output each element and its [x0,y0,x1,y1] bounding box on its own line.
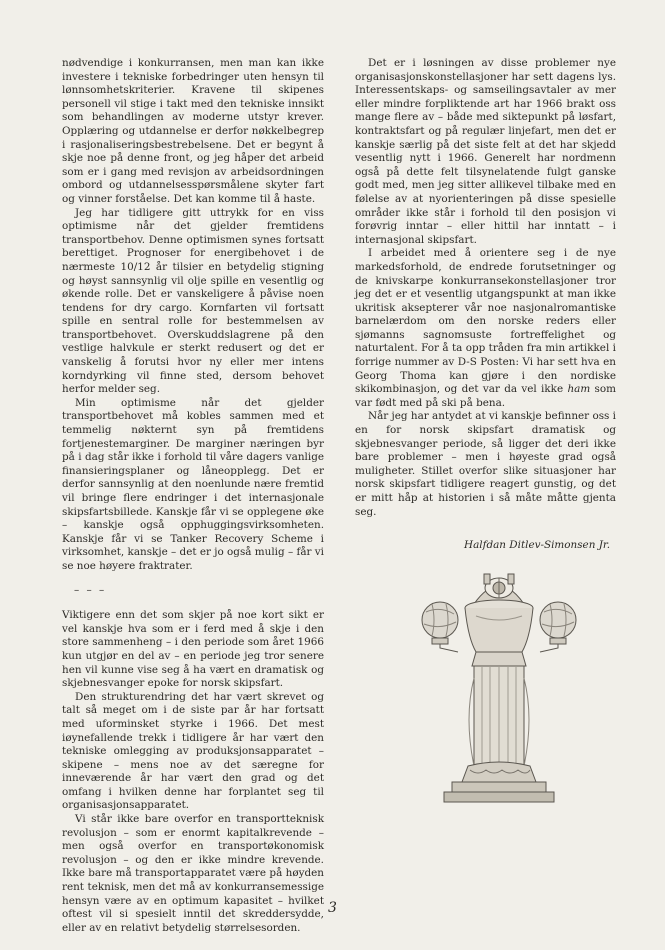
left-column [62,57,324,935]
paragraph-text: som var født med på ski på bena. [355,383,616,409]
emphasis-text: ham [567,383,591,396]
paragraph: Viktigere enn det som skjer på noe kort sikt er vel kanskje hva som er i ferd med å skje i den store sammenheng – i den periode som året 1966 kun utgjør en del av – en periode jeg tror senere hen vil kunne vise seg å ha vært en dramatisk og skjebnesvanger epoke for norsk skipsfart. [62,609,324,690]
author-signature: Halfdan Ditlev-Simonsen Jr. [464,539,610,552]
paragraph: Når jeg har antydet at vi kanskje befinner oss i en for norsk skipsfart dramatisk og skjebnesvanger periode, så ligger det deri ikke bare problemer – men i høyeste grad også muligheter. Stillet overfor slike situasjoner har norsk skipsfart tidligere reagert gunstig, og det er mitt håp at historien i så måte måtte gjenta seg. [355,410,616,518]
paragraph [355,247,616,410]
paragraph: Vi står ikke bare overfor en transportteknisk revolusjon – som er enormt kapitalkrevende – men også overfor en transportøkonomisk revolusjon – og den er ikke mindre krevende. Ikke bare må transportapparatet være på høyden rent teknisk, men det må av konkurransemessige hensyn være av en optimum kapasitet – hvilket oftest vil si spesielt inntil det skreddersydde, eller av en relativt betydelig størrelsesorden. [62,813,324,934]
paragraph: Det er i løsningen av disse problemer nye organisasjonskonstellasjoner har sett dagens lys. Interessentskaps- og samseilingsavtaler av mer eller mindre forpliktende art har 1966 brakt oss mange flere av – både med siktepunkt på løsfart, kontraktsfart og på regulær linjefart, men det er kanskje særlig på det siste felt at det har skjedd vesentlig nytt i 1966. Generelt har nordmenn også på dette felt tilsynelatende fulgt ganske godt med, men jeg sitter allikevel tilbake med en følelse av at nyorienteringen på disse spesielle områder ikke står i forhold til den posisjon vi forøvrig inntar – eller hittil har inntatt – i internasjonal skipsfart. [355,57,616,246]
ship-binnacle-drawing-icon [418,568,580,806]
paragraph: Min optimisme når det gjelder transportbehovet må kobles sammen med et temmelig nøkternt syn på fremtidens fortjenestemarginer. De marginer næringen byr på i dag står ikke i forhold til våre dagers vanlige finansieringsplaner og låneopplegg. Det er derfor sannsynlig at den noenlunde nære fremtid vil bringe flere endringer i det internasjonale skipsfartsbillede. Kanskje får vi se opplegene øke – kanskje også opphuggingsvirksomheten. Kanskje får vi se Tanker Recovery Scheme i virksomhet, kanskje – det er jo også mulig – får vi se noe høyere fraktrater. [62,396,324,572]
paragraph: Den strukturendring det har vært skrevet og talt så meget om i de siste par år har fortsatt med uforminsket styrke i 1966. Det mest iøynefallende trekk i tidligere år har vært den tekniske omlegging av produksjonsapparatet – skipene – mens noe av det særegne for inneværende år har vært den grad og det omfang i hvilken denne har forplantet seg til organisasjonsapparatet. [62,690,324,812]
paragraph-text: I arbeidet med å orientere seg i de nye markedsforhold, de endrede forutsetninger og de knivskarpe konkurransekonstellasjoner tror jeg det er et vesentlig utgangspunkt at man ikke ukritisk aksepterer vår noe nasjonalromantiske barnelærdom om den norske reders eller sjømanns sagnomsuste fortreffelighet og naturtalent. For å ta opp tråden fra min artikkel i forrige nummer av D-S Posten: Vi har sett hva en Georg Thoma kan gjøre i den nordiske skikombinasjon, og det var da vel ikke [355,247,616,396]
section-separator: – – – [74,583,107,596]
paragraph: Jeg har tidligere gitt uttrykk for en viss optimisme når det gjelder fremtidens transportbehov. Denne optimismen synes fortsatt berettiget. Prognoser for energibehovet i de nærmeste 10/12 år tilsier en betydelig stigning og høyst sannsynlig vil olje spille en vesentlig og økende rolle. Det er vanskeligere å påvise noen tendens for dry cargo. Kornfarten vil fortsatt spille en sentral rolle for bestemmelsen av transportbehovet. Overskuddslagrene på den vestlige halvkule er sterkt redusert og det er vanskelig å forutsi hvor ny eller mer intens korndyrking vil finne sted, dersom behovet herfor melder seg. [62,206,324,396]
right-column [355,57,616,553]
paragraph: nødvendige i konkurransen, men man kan ikke investere i tekniske forbedringer uten hensyn til lønnsomhetskriterier. Kravene til skipenes personell vil stige i takt med den tekniske innsikt som behandlingen av moderne utstyr krever. Opplæring og utdannelse er derfor nøkkelbegrep i rasjonaliseringsbestrebelsene. Det er begynt å skje noe på denne front, og jeg håper det arbeid som er i gang med revisjon av arbeidsordningen ombord og utdannelsesspørsmålene skyter fart og vinner forståelse. Det kan komme til å haste. [62,57,324,205]
page-number: 3 [328,900,337,916]
